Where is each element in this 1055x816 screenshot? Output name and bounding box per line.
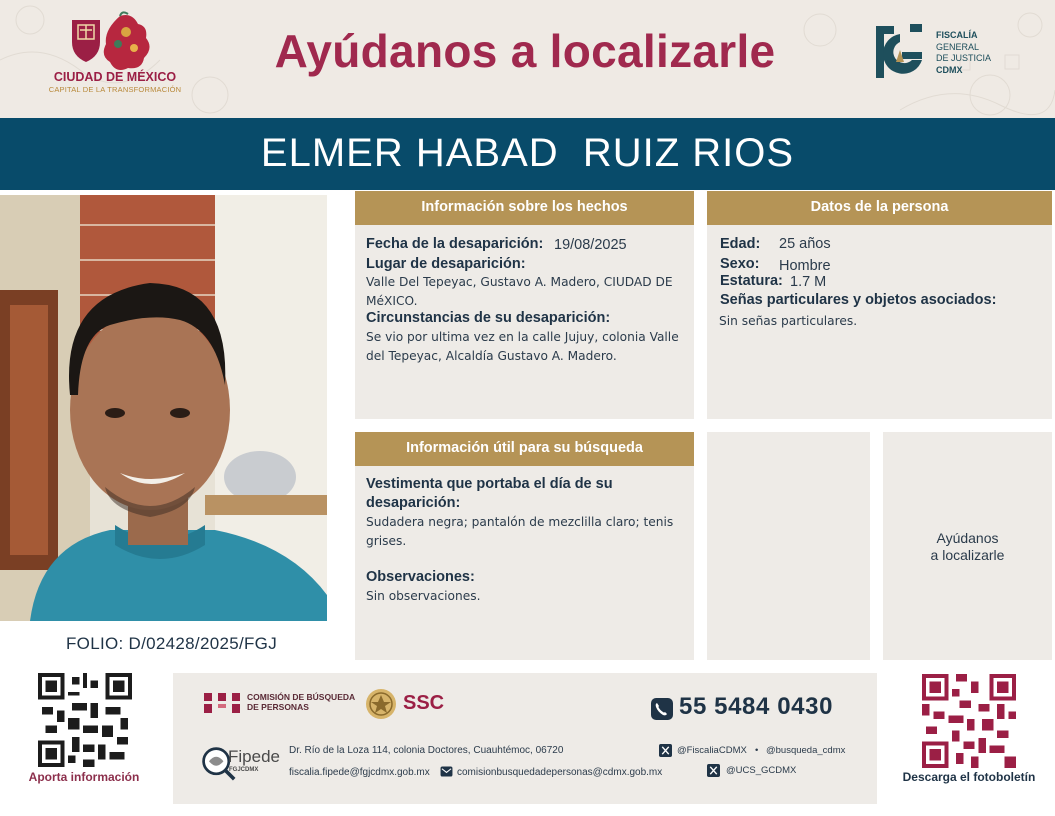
fgj-name-text: [936, 30, 991, 76]
comision-logo-icon: [202, 691, 242, 715]
email-fipede[interactable]: fiscalia.fipede@fgjcdmx.gob.mx: [289, 767, 430, 778]
x-social-icon-2: [707, 764, 720, 777]
person-name: ELMER HABAD RUIZ RIOS: [260, 131, 795, 175]
qr-code-right[interactable]: [922, 674, 1016, 768]
fecha-value: 19/08/2025: [554, 237, 627, 253]
ssc-text: SSC: [403, 692, 445, 714]
phone-number[interactable]: 55 5484 0430: [679, 693, 834, 720]
lugar-label: Lugar de desaparición:: [366, 256, 526, 272]
cdmx-name-text: CIUDAD DE MÉXICO: [53, 70, 177, 84]
senas-value: Sin señas particulares.: [719, 314, 858, 328]
social-separator: •: [755, 745, 759, 756]
senas-label: Señas particulares y objetos asociados:: [720, 292, 997, 308]
fgj-line-2: GENERAL: [936, 41, 980, 52]
empty-photo-box: [707, 432, 870, 660]
circunstancias-label: Circunstancias de su desaparición:: [366, 310, 611, 326]
comision-line-2: DE PERSONAS: [247, 702, 309, 712]
qr-right-caption: Descarga el fotoboletín: [902, 770, 1036, 784]
fipede-text: Fipede: [228, 747, 280, 766]
estatura-label: Estatura:: [720, 273, 783, 289]
social-busqueda[interactable]: @busqueda_cdmx: [766, 745, 846, 756]
sexo-value: Hombre: [779, 258, 831, 274]
comision-line-1: COMISIÓN DE BÚSQUEDA: [247, 692, 356, 702]
localizarle-line-2: a localizarle: [930, 547, 1005, 563]
lugar-value: Valle Del Tepeyac, Gustavo A. Madero, CIUDAD DE MéXICO.: [366, 275, 673, 308]
localizarle-box-text: [883, 530, 1052, 564]
fecha-label: Fecha de la desaparición:: [366, 236, 544, 252]
qr-code-left[interactable]: [38, 673, 132, 767]
cdmx-subtitle-text: CAPITAL DE LA TRANSFORMACIÓN: [48, 85, 182, 94]
observaciones-value: Sin observaciones.: [366, 589, 481, 603]
edad-label: Edad:: [720, 236, 761, 252]
fipede-subtext: FGJCDMX: [229, 767, 259, 773]
fgj-line-1: FISCALÍA: [936, 30, 978, 40]
page-title: Ayúdanos a localizarle: [274, 25, 776, 77]
localizarle-line-1: Ayúdanos: [936, 530, 999, 546]
vestimenta-value: Sudadera negra; pantalón de mezclilla claro; tenis grises.: [366, 515, 674, 548]
fgj-logo: [870, 22, 930, 88]
estatura-value: 1.7 M: [790, 274, 827, 290]
edad-value: 25 años: [779, 236, 831, 252]
address-text: Dr. Río de la Loza 114, colonia Doctores, Cuauhtémoc, 06720: [289, 745, 564, 756]
folio-number: FOLIO: D/02428/2025/FGJ: [66, 634, 277, 653]
ssc-seal-icon: [364, 687, 398, 721]
datos-tab: Datos de la persona: [707, 191, 1052, 225]
person-photo: [0, 195, 327, 621]
fgj-line-3: DE JUSTICIA: [936, 53, 992, 63]
qr-left-caption: Aporta información: [28, 770, 140, 784]
phone-icon: [650, 697, 674, 721]
circunstancias-value: Se vio por ultima vez en la calle Jujuy, colonia Valle del Tepeyac, Alcaldía Gustavo A. Madero.: [366, 330, 679, 363]
sexo-label: Sexo:: [720, 256, 760, 272]
hechos-tab: Información sobre los hechos: [355, 191, 694, 225]
x-social-icon: [659, 744, 672, 757]
observaciones-label: Observaciones:: [366, 569, 475, 585]
comision-text: [247, 692, 355, 712]
busqueda-tab: Información útil para su búsqueda: [355, 432, 694, 466]
social-fiscalia[interactable]: @FiscaliaCDMX: [677, 745, 747, 756]
email-comision[interactable]: comisionbusquedadepersonas@cdmx.gob.mx: [457, 767, 663, 778]
fgj-line-4: CDMX: [936, 64, 963, 75]
social-ucs[interactable]: @UCS_GCDMX: [726, 765, 797, 776]
vestimenta-label: Vestimenta que portaba el día de su desaparición:: [366, 476, 613, 511]
email-icon: [440, 766, 453, 777]
